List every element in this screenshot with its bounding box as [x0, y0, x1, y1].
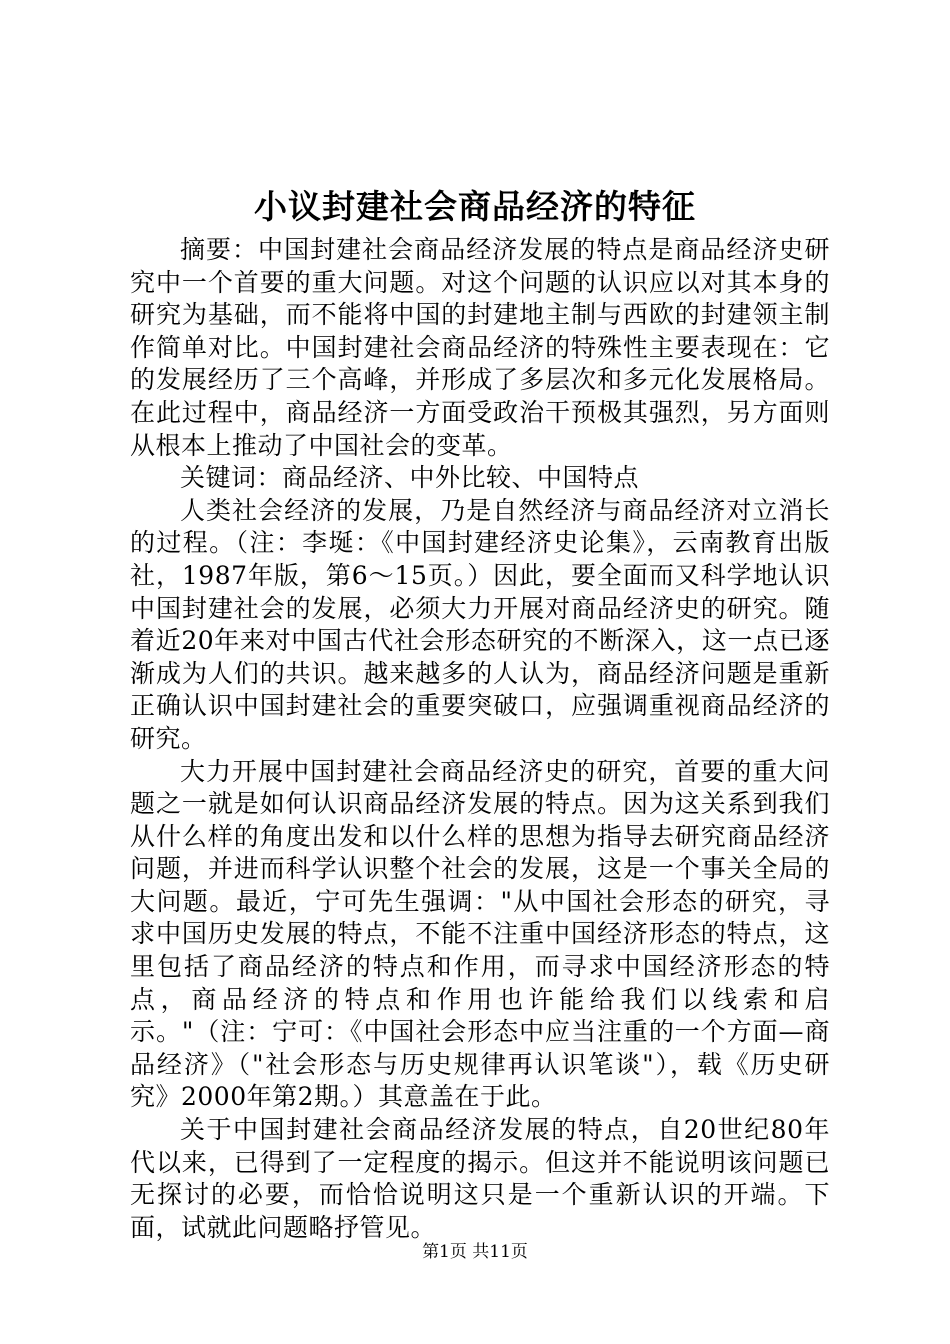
document-body — [130, 234, 830, 1244]
body-paragraph: 人类社会经济的发展，乃是自然经济与商品经济对立消长的过程。（注：李埏：《中国封建经济史论集》，云南教育出版社，1987年版，第6～15页。）因此，要全面而又科学地认识中国封建社会的发展，必须大力开展对商品经济史的研究。随着近20年来对中国古代社会形态研究的不断深入，这一点已逐渐成为人们的共识。越来越多的人认为，商品经济问题是重新正确认识中国封建社会的重要突破口，应强调重视商品经济的研究。 — [130, 495, 830, 753]
abstract-paragraph: 摘要：中国封建社会商品经济发展的特点是商品经济史研究中一个首要的重大问题。对这个问题的认识应以对其本身的研究为基础，而不能将中国的封建地主制与西欧的封建领主制作简单对比。中国封建社会商品经济的特殊性主要表现在：它的发展经历了三个高峰，并形成了多层次和多元化发展格局。在此过程中，商品经济一方面受政治干预极其强烈，另方面则从根本上推动了中国社会的变革。 — [130, 235, 830, 460]
body-paragraph: 大力开展中国封建社会商品经济史的研究，首要的重大问题之一就是如何认识商品经济发展的特点。因为这关系到我们从什么样的角度出发和以什么样的思想为指导去研究商品经济问题，并进而科学认识整个社会的发展，这是一个事关全局的大问题。最近，宁可先生强调："从中国社会形态的研究，寻求中国历史发展的特点，不能不注重中国经济形态的特点，这里包括了商品经济的特点和作用，而寻求中国经济形态的特点，商品经济的特点和作用也许能给我们以线索和启示。"（注：宁可：《中国社会形态中应当注重的一个方面—商品经济》（"社会形态与历史规律再认识笔谈"），载《历史研究》2000年第2期。）其意盖在于此。 — [130, 756, 830, 1112]
page-number-footer: 第1页 共11页 — [422, 1242, 528, 1262]
document-title: 小议封建社会商品经济的特征 — [254, 187, 696, 226]
body-paragraph: 关于中国封建社会商品经济发展的特点，自20世纪80年代以来，已得到了一定程度的揭示。但这并不能说明该问题已无探讨的必要，而恰恰说明这只是一个重新认识的开端。下面，试就此问题略抒管见。 — [130, 1115, 831, 1242]
keywords-paragraph: 关键词：商品经济、中外比较、中国特点 — [180, 463, 640, 493]
